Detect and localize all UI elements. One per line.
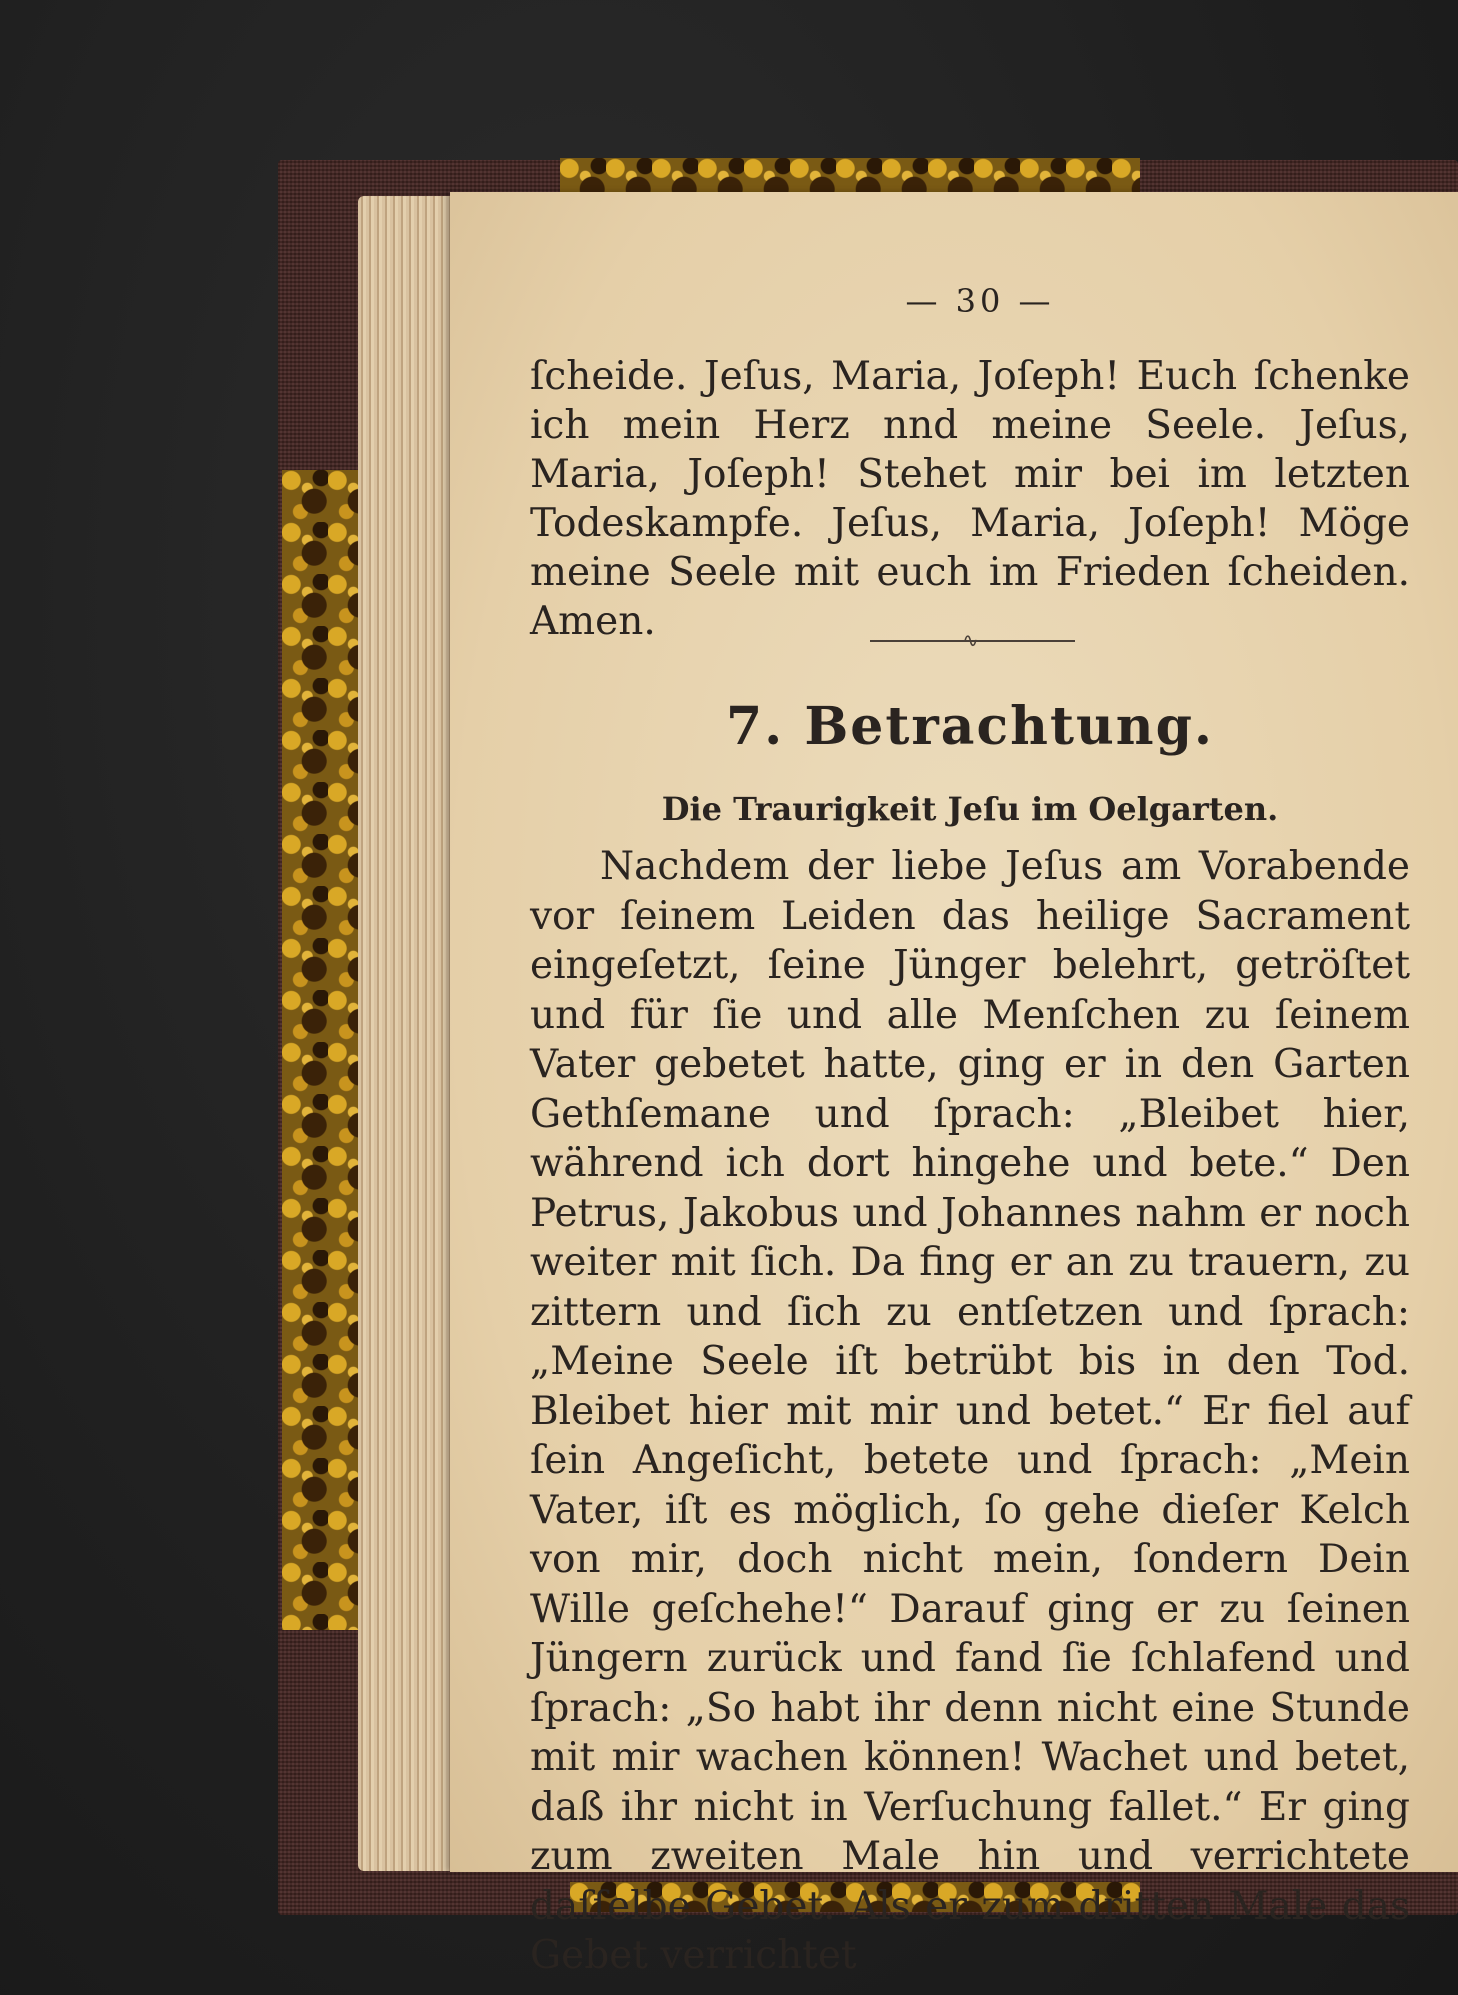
section-title: 7. Betrachtung. xyxy=(725,696,1215,757)
section-subtitle: Die Traurigkeit Jeſu im Oelgarten. xyxy=(661,790,1279,828)
marbled-cover-left xyxy=(282,470,362,1630)
marbled-edge-top xyxy=(560,158,1140,194)
divider-ornament-icon: ∿ xyxy=(962,628,979,652)
top-paragraph: ſcheide. Jeſus, Maria, Joſeph! Euch ſchenke ich mein Herz nnd meine Seele. Jeſus, Maria, Joſeph! Stehet mir bei im letzten Todeskampfe. Jeſus, Maria, Joſeph! Möge meine Seele mit euch im Frieden ſcheiden. Amen. xyxy=(530,354,1410,644)
page-number: — 30 — xyxy=(905,282,1055,320)
page-edges xyxy=(358,196,458,1871)
body-paragraph: Nachdem der liebe Jeſus am Vorabende vor ſeinem Leiden das heilige Sacrament eingeſetzt, ſeine Jünger belehrt, getröſtet und für ſie und alle Menſchen zu ſeinem Vater gebetet hatte, ging er in den Garten Gethſemane und ſprach: „Bleibet hier, während ich dort hingehe und bete.“ Den Petrus, Jakobus und Johannes nahm er noch weiter mit ſich. Da fing er an zu trauern, zu zittern und ſich zu entſetzen und ſprach: „Meine Seele iſt betrübt bis in den Tod. Bleibet hier mit mir und betet.“ Er fiel auf ſein Angeſicht, betete und ſprach: „Mein Vater, iſt es möglich, ſo gehe dieſer Kelch von mir, doch nicht mein, ſondern Dein Wille geſchehe!“ Darauf ging er zu ſeinen Jüngern zurück und fand ſie ſchlafend und ſprach: „So habt ihr denn nicht eine Stunde mit mir wachen können! Wachet und betet, daß ihr nicht in Verſuchung fallet.“ Er ging zum zweiten Male hin und verrichtete daſſelbe Gebet. Als er zum dritten Male das Gebet verrichtet xyxy=(530,844,1410,1978)
